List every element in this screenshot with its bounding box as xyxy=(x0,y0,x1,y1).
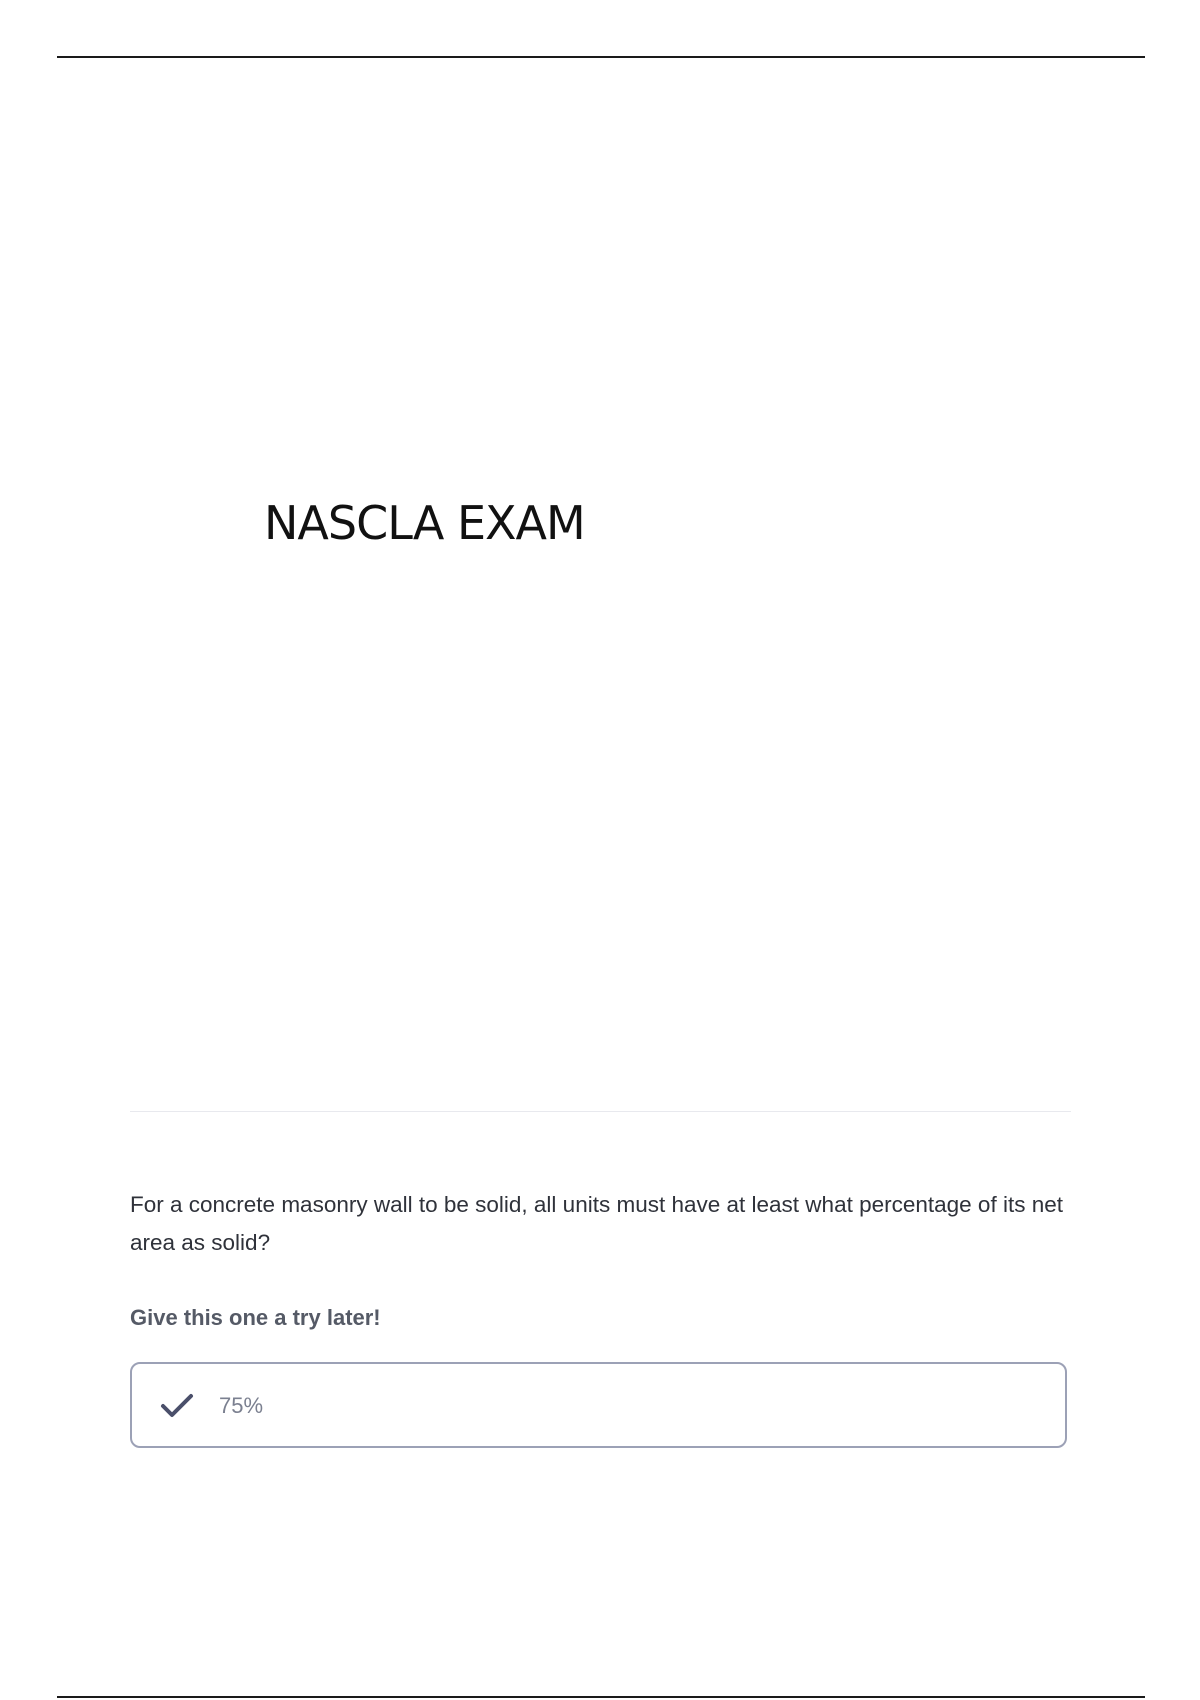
answer-option[interactable] xyxy=(130,1362,1067,1448)
top-rule xyxy=(57,56,1145,58)
answer-text: 75% xyxy=(219,1393,264,1418)
hint-text: Give this one a try later! xyxy=(130,1305,381,1330)
question-text: For a concrete masonry wall to be solid, all units must have at least what percentage of its net area as solid? xyxy=(130,1192,1063,1255)
bottom-rule xyxy=(57,1696,1145,1698)
checkmark-icon xyxy=(160,1392,194,1420)
card-divider xyxy=(130,1111,1071,1112)
document-title: NASCLA EXAM xyxy=(264,496,585,550)
